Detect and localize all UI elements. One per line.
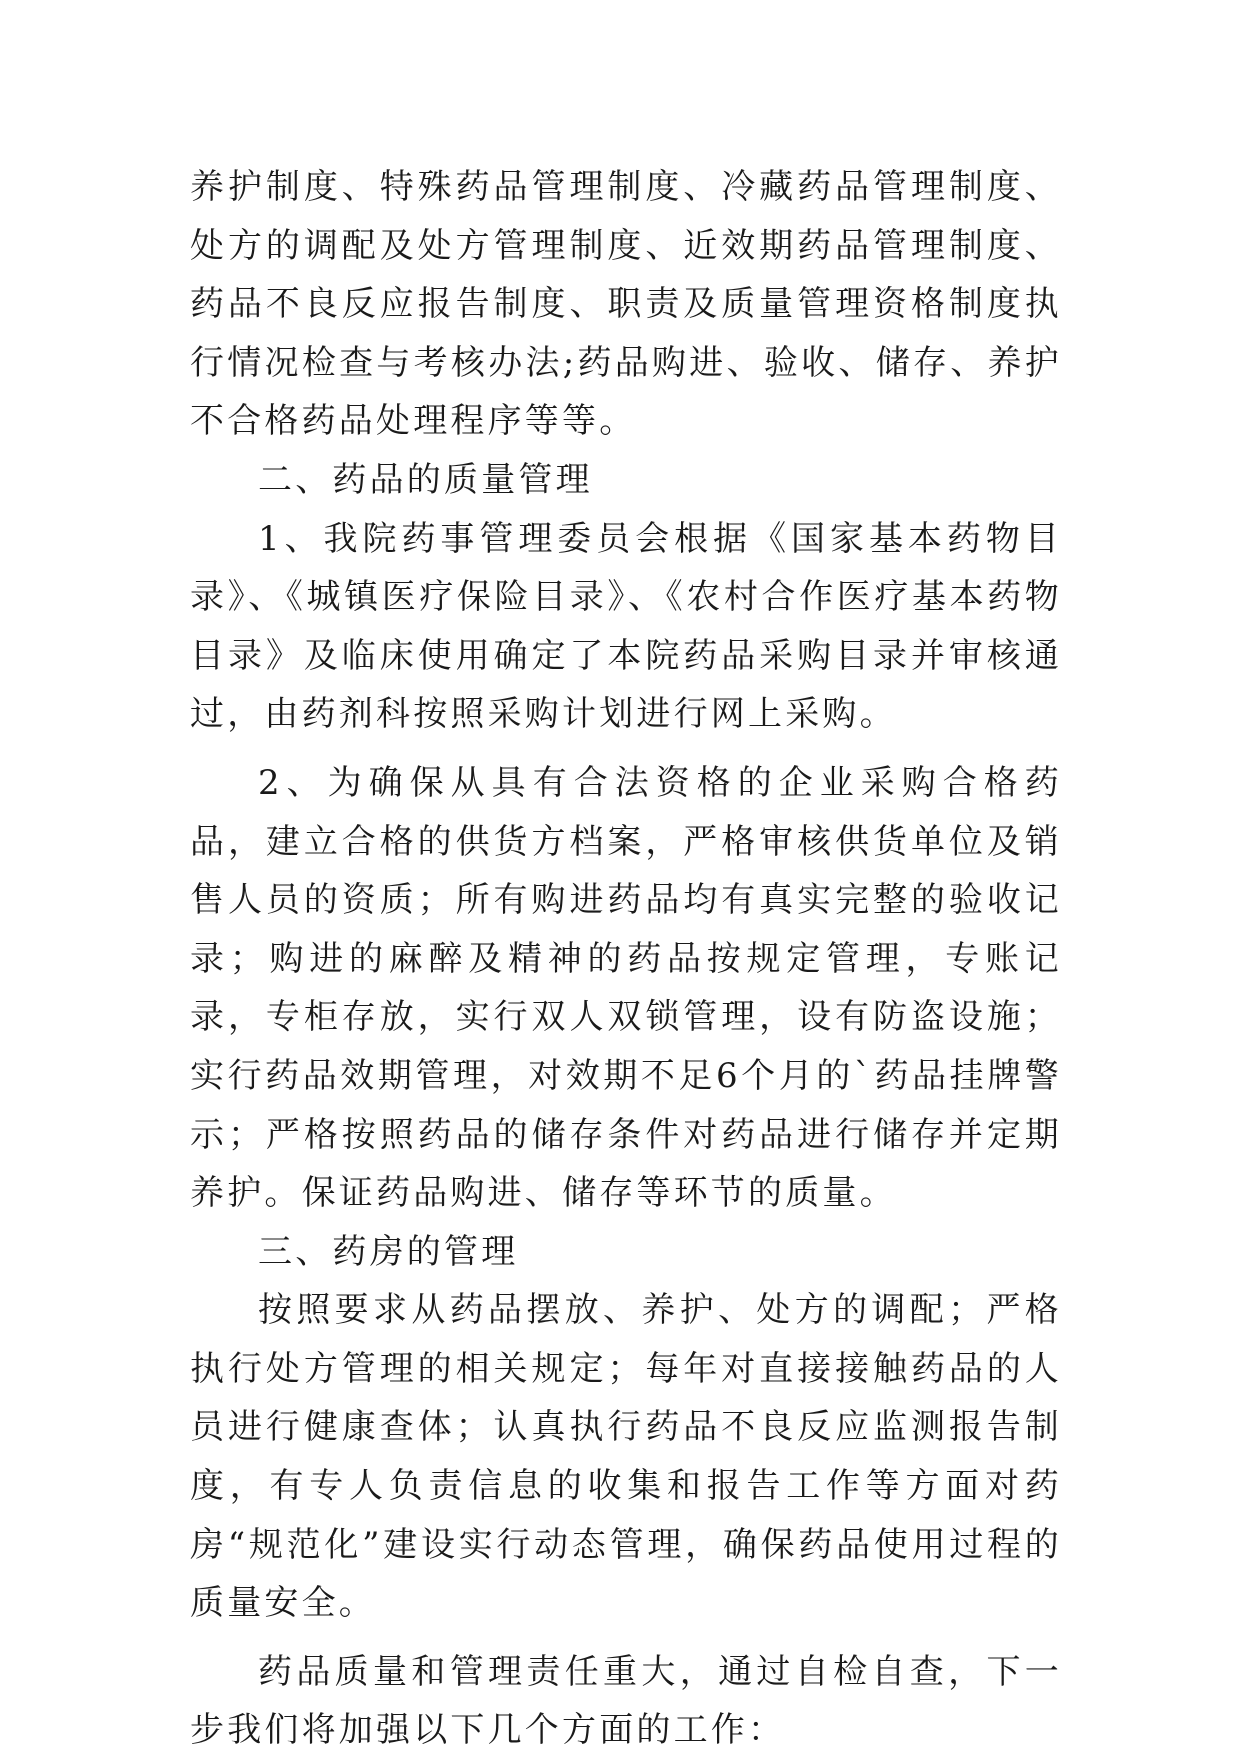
paragraph-supplier-qualification: 2、为确保从具有合法资格的企业采购合格药品，建立合格的供货方档案，严格审核供货单位及销售人员的资质；所有购进药品均有真实完整的验收记录；购进的麻醉及精神的药品按规定管理，专账记录，专柜存放，实行双人双锁管理，设有防盗设施；实行药品效期管理，对效期不足6个月的`药品挂牌警示；严格按照药品的储存条件对药品进行储存并定期养护。保证药品购进、储存等环节的质量。 — [190, 762, 1062, 1214]
heading-pharmacy-management: 三、药房的管理 — [258, 1231, 519, 1272]
paragraph-pharmacy-standardization: 按照要求从药品摆放、养护、处方的调配；严格执行处方管理的相关规定；每年对直接接触药品的人员进行健康查体；认真执行药品不良反应监测报告制度，有专人负责信息的收集和报告工作等方面对药房“规范化”建设实行动态管理，确保药品使用过程的质量安全。 — [190, 1290, 1062, 1624]
heading-drug-quality-management: 二、药品的质量管理 — [258, 459, 593, 500]
document-body — [190, 158, 1062, 1760]
paragraph-next-steps: 药品质量和管理责任重大，通过自检自查，下一步我们将加强以下几个方面的工作： — [190, 1651, 1062, 1751]
paragraph-management-systems: 养护制度、特殊药品管理制度、冷藏药品管理制度、处方的调配及处方管理制度、近效期药品管理制度、药品不良反应报告制度、职责及质量管理资格制度执行情况检查与考核办法;药品购进、验收、储存、养护不合格药品处理程序等等。 — [190, 167, 1062, 442]
paragraph-procurement-catalog: 1、我院药事管理委员会根据《国家基本药物目录》、《城镇医疗保险目录》、《农村合作医疗基本药物目录》及临床使用确定了本院药品采购目录并审核通过，由药剂科按照采购计划进行网上采购。 — [190, 518, 1062, 735]
